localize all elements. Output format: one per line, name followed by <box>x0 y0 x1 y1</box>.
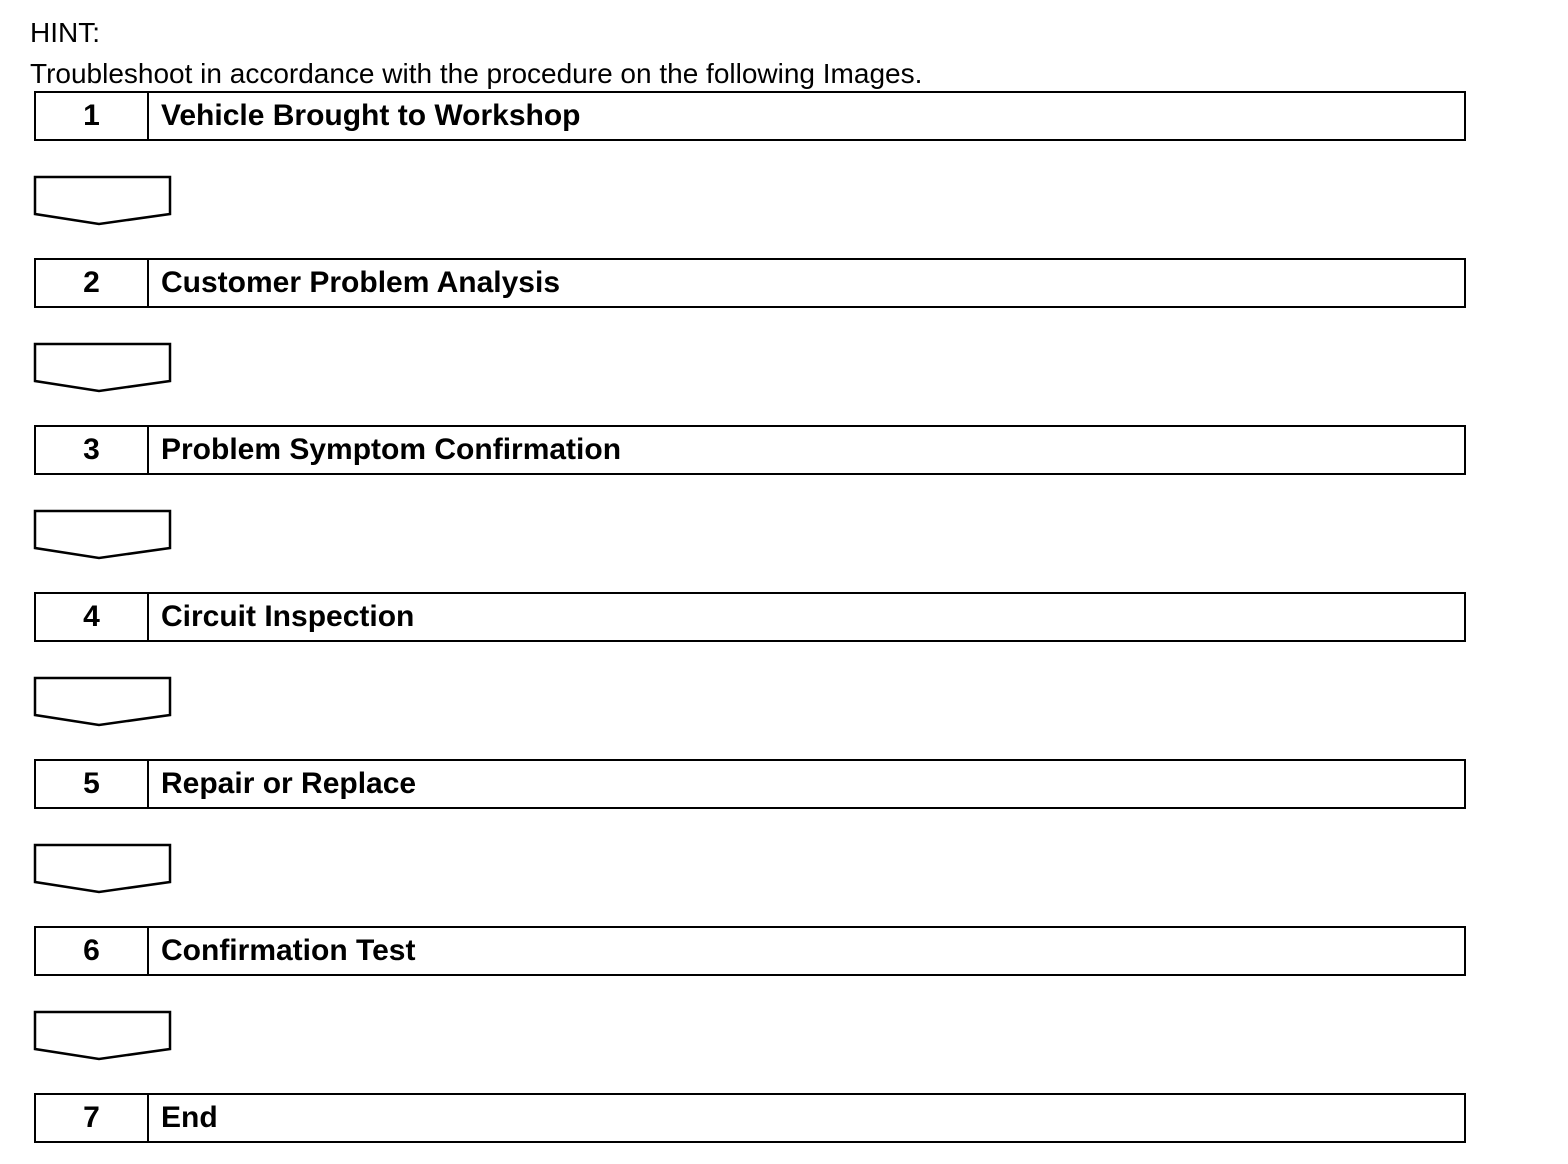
down-arrow-icon <box>33 508 173 560</box>
down-arrow-icon <box>33 842 173 894</box>
step-title: Confirmation Test <box>161 934 416 967</box>
step-number: 4 <box>36 594 149 640</box>
hint-text: Troubleshoot in accordance with the procedure on the following Images. <box>30 58 923 89</box>
step-number: 6 <box>36 928 149 974</box>
down-arrow-icon <box>33 675 173 727</box>
step-box-2 <box>34 258 1466 308</box>
step-number: 2 <box>36 260 149 306</box>
step-box-7 <box>34 1093 1466 1143</box>
step-title: Customer Problem Analysis <box>161 266 561 299</box>
step-title: Circuit Inspection <box>161 600 415 633</box>
down-arrow-icon <box>33 1009 173 1061</box>
step-number: 5 <box>36 761 149 807</box>
step-title: Vehicle Brought to Workshop <box>161 99 581 132</box>
down-arrow-icon <box>33 341 173 393</box>
step-box-5 <box>34 759 1466 809</box>
step-box-1 <box>34 91 1466 141</box>
step-title: Repair or Replace <box>161 767 417 800</box>
step-title: Problem Symptom Confirmation <box>161 433 622 466</box>
step-box-3 <box>34 425 1466 475</box>
step-number: 7 <box>36 1095 149 1141</box>
step-number: 1 <box>36 93 149 139</box>
step-box-6 <box>34 926 1466 976</box>
step-title: End <box>161 1101 218 1134</box>
step-box-4 <box>34 592 1466 642</box>
down-arrow-icon <box>33 174 173 226</box>
step-number: 3 <box>36 427 149 473</box>
hint-label: HINT: <box>30 17 100 48</box>
